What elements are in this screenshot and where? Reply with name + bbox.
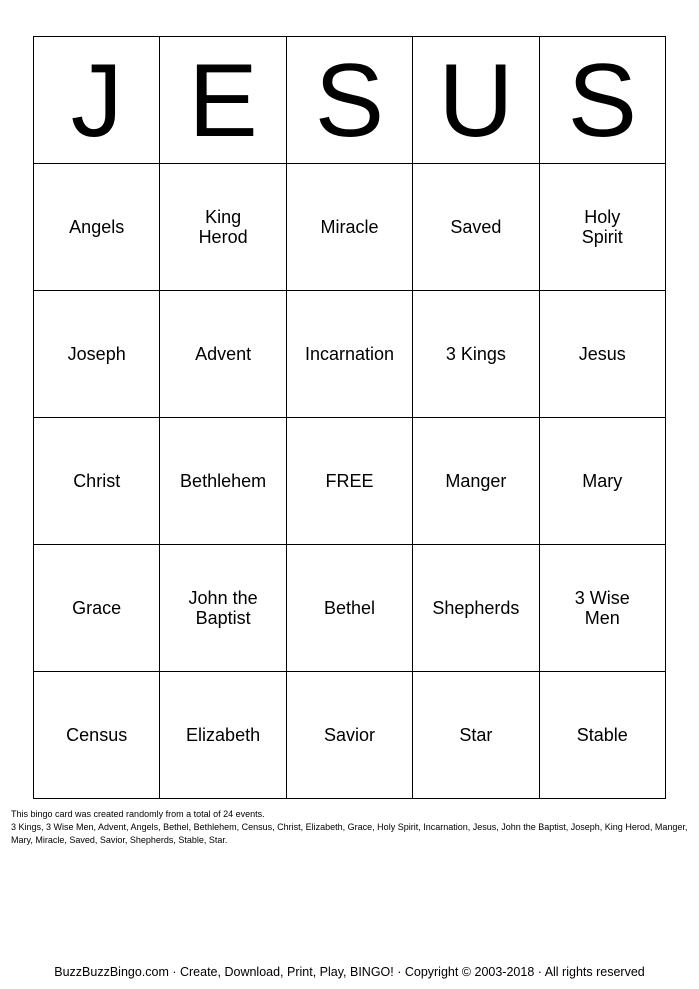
- bingo-cell-text: 3 Wise Men: [574, 588, 630, 628]
- bingo-cell-text: Census: [66, 725, 128, 745]
- header-cell: [539, 37, 665, 164]
- header-letter: E: [188, 43, 258, 159]
- bingo-cell-text: John the Baptist: [188, 588, 258, 628]
- card-info-summary: This bingo card was created randomly from a total of 24 events.: [11, 809, 265, 819]
- bingo-cell-text: Holy Spirit: [581, 207, 623, 247]
- header-cell: [413, 37, 539, 164]
- bingo-cell: [286, 164, 412, 291]
- header-cell: [34, 37, 160, 164]
- bingo-cell: [539, 291, 665, 418]
- bingo-cell: [539, 545, 665, 672]
- bingo-cell-text: Grace: [72, 598, 122, 618]
- bingo-cell-text: Advent: [195, 344, 252, 364]
- bingo-card: [33, 36, 666, 799]
- bingo-cell: [539, 672, 665, 799]
- bingo-cell: [413, 545, 539, 672]
- bingo-cell: [539, 164, 665, 291]
- bingo-row: [34, 418, 666, 545]
- bingo-cell-text: 3 Kings: [445, 344, 506, 364]
- page-footer: BuzzBuzzBingo.com · Create, Download, Print, Play, BINGO! · Copyright © 2003-2018 · All rights reserved: [54, 965, 645, 979]
- bingo-cell: [160, 291, 286, 418]
- bingo-cell: [160, 418, 286, 545]
- card-info-events-list: 3 Kings, 3 Wise Men, Advent, Angels, Bethel, Bethlehem, Census, Christ, Elizabeth, Grace, Holy Spirit, Incarnation, Jesus, John the Baptist, Joseph, King Herod, Manger, Mary, Miracle, Saved, Savior, Shepherds, Stable, Star.: [11, 822, 688, 845]
- bingo-cell: [160, 545, 286, 672]
- bingo-cell-text: Miracle: [320, 217, 379, 237]
- bingo-cell-text: Saved: [450, 217, 502, 237]
- header-cell: [160, 37, 286, 164]
- header-letter: J: [70, 43, 123, 159]
- bingo-cell: [160, 164, 286, 291]
- bingo-cell-text: Angels: [69, 217, 125, 237]
- bingo-cell-text: Bethel: [323, 598, 375, 618]
- free-space-cell: [286, 418, 412, 545]
- bingo-cell-text: Elizabeth: [186, 725, 261, 745]
- bingo-cell-text: Bethlehem: [180, 471, 267, 491]
- header-letter: U: [438, 43, 514, 159]
- bingo-cell: [286, 291, 412, 418]
- header-letter: S: [567, 43, 637, 159]
- bingo-cell-text: Stable: [576, 725, 628, 745]
- bingo-row: [34, 164, 666, 291]
- free-space-text: FREE: [325, 471, 374, 491]
- bingo-cell-text: Incarnation: [304, 344, 394, 364]
- bingo-row: [34, 291, 666, 418]
- bingo-cell: [286, 672, 412, 799]
- bingo-cell-text: Savior: [323, 725, 375, 745]
- header-cell: [286, 37, 412, 164]
- bingo-cell: [34, 545, 160, 672]
- bingo-cell-text: Jesus: [578, 344, 626, 364]
- bingo-cell: [413, 291, 539, 418]
- bingo-cell: [34, 291, 160, 418]
- bingo-cell-text: Christ: [73, 471, 121, 491]
- bingo-row: [34, 672, 666, 799]
- bingo-cell: [413, 418, 539, 545]
- bingo-cell-text: Mary: [582, 471, 623, 491]
- bingo-cell: [34, 418, 160, 545]
- bingo-cell-text: Manger: [445, 471, 507, 491]
- header-letter: S: [314, 43, 385, 159]
- bingo-row: [34, 545, 666, 672]
- bingo-cell: [413, 164, 539, 291]
- bingo-cell: [34, 672, 160, 799]
- bingo-cell-text: Star: [459, 725, 493, 745]
- bingo-cell: [413, 672, 539, 799]
- bingo-cell: [160, 672, 286, 799]
- bingo-cell-text: Joseph: [67, 344, 126, 364]
- bingo-cell-text: King Herod: [198, 207, 248, 247]
- bingo-cell: [539, 418, 665, 545]
- bingo-cell: [34, 164, 160, 291]
- bingo-cell: [286, 545, 412, 672]
- bingo-header-row: [34, 37, 666, 164]
- card-info: [11, 808, 691, 847]
- bingo-cell-text: Shepherds: [432, 598, 520, 618]
